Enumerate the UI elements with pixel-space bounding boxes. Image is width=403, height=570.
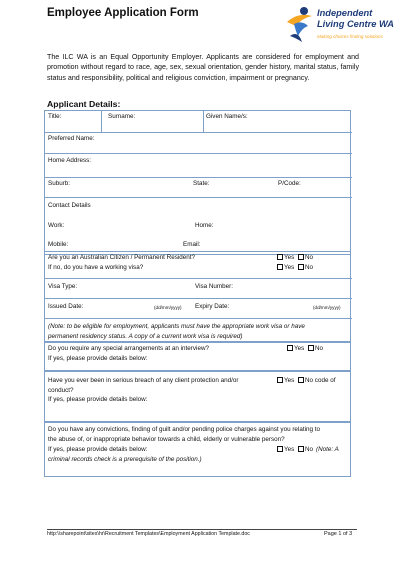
breach-no-option[interactable]: No code of bbox=[298, 377, 335, 384]
visa-yes-option[interactable]: Yes bbox=[277, 264, 294, 271]
surname-label: Surname: bbox=[108, 113, 136, 120]
convictions-yes-checkbox[interactable] bbox=[277, 446, 283, 452]
applicant-details-heading: Applicant Details: bbox=[47, 99, 121, 109]
citizen-question: Are you an Australian Citizen / Permanent Resident? bbox=[48, 254, 196, 261]
issued-date-label: Issued Date: bbox=[48, 303, 84, 310]
email-label: Email: bbox=[183, 241, 201, 248]
visa-note-line2: permanent residency status. A copy of a current work visa is required) bbox=[48, 333, 243, 340]
given-names-label: Given Name/s: bbox=[206, 113, 248, 120]
work-phone-label: Work: bbox=[48, 222, 65, 229]
breach-no-checkbox[interactable] bbox=[298, 377, 304, 383]
title-label: Title: bbox=[48, 113, 62, 120]
logo-tagline: Making choices finding solutions bbox=[317, 34, 383, 39]
special-yes-checkbox[interactable] bbox=[287, 345, 293, 351]
special-no-checkbox[interactable] bbox=[308, 345, 314, 351]
logo-text-line2: Living Centre WA bbox=[317, 19, 394, 29]
convictions-note-start: (Note: A bbox=[316, 446, 339, 453]
breach-details-prompt: If yes, please provide details below: bbox=[48, 396, 148, 403]
convictions-no-checkbox[interactable] bbox=[298, 446, 304, 452]
convictions-note-line: criminal records check is a prerequisite of the position.) bbox=[48, 456, 202, 463]
convictions-details-prompt: If yes, please provide details below: bbox=[48, 446, 148, 453]
issued-date-format: (dd/mm/yyyy) bbox=[154, 305, 182, 310]
contact-details-label: Contact Details bbox=[48, 202, 91, 209]
footer-page-number: Page 1 of 3 bbox=[324, 531, 353, 537]
breach-yes-option[interactable]: Yes bbox=[277, 377, 294, 384]
breach-question-line2: conduct? bbox=[48, 387, 74, 394]
expiry-date-format: (dd/mm/yyyy) bbox=[313, 305, 341, 310]
visa-type-label: Visa Type: bbox=[48, 283, 78, 290]
form-title: Employee Application Form bbox=[47, 7, 199, 19]
citizen-no-checkbox[interactable] bbox=[298, 254, 304, 260]
citizen-yes-option[interactable]: Yes bbox=[277, 254, 294, 261]
special-arrangements-question: Do you require any special arrangements at an interview? bbox=[48, 345, 210, 352]
footer-document-path: http:\\sharepoint\sites\hr\Recruitment Templates\Employment Application Template.doc bbox=[47, 531, 250, 537]
convictions-no-option[interactable]: No bbox=[298, 446, 313, 453]
suburb-label: Suburb: bbox=[48, 180, 71, 187]
equal-opportunity-statement: The ILC WA is an Equal Opportunity Employer. Applicants are considered for employment and promotion without regard to race, age, sex, sexual orientation, gender history, marital status, family status and responsibility, political and religious conviction, impairment or pregnancy. bbox=[47, 53, 359, 82]
breach-question-line1: Have you ever been in serious breach of any client protection and/or bbox=[48, 377, 239, 384]
convictions-yes-option[interactable]: Yes bbox=[277, 446, 294, 453]
state-label: State: bbox=[193, 180, 210, 187]
visa-no-checkbox[interactable] bbox=[298, 264, 304, 270]
home-phone-label: Home: bbox=[195, 222, 214, 229]
logo-text-line1: Independent bbox=[317, 8, 373, 18]
convictions-line2: the abuse of, or inappropriate behavior towards a child, elderly or vulnerable person? bbox=[48, 436, 285, 443]
convictions-line1: Do you have any convictions, finding of guilt and/or pending police charges against you relating to bbox=[48, 426, 320, 433]
footer-divider bbox=[47, 529, 357, 530]
visa-number-label: Visa Number: bbox=[195, 283, 234, 290]
preferred-name-label: Preferred Name: bbox=[48, 135, 95, 142]
visa-yes-checkbox[interactable] bbox=[277, 264, 283, 270]
postcode-label: P/Code: bbox=[278, 180, 301, 187]
special-yes-option[interactable]: Yes bbox=[287, 345, 304, 352]
visa-no-option[interactable]: No bbox=[298, 264, 313, 271]
ilc-logo bbox=[284, 6, 400, 50]
expiry-date-label: Expiry Date: bbox=[195, 303, 230, 310]
visa-note-line1: (Note: to be eligible for employment, applicants must have the appropriate work visa or have bbox=[48, 323, 305, 330]
breach-yes-checkbox[interactable] bbox=[277, 377, 283, 383]
mobile-label: Mobile: bbox=[48, 241, 69, 248]
home-address-label: Home Address: bbox=[48, 157, 92, 164]
special-details-prompt: If yes, please provide details below: bbox=[48, 355, 148, 362]
visa-question: If no, do you have a working visa? bbox=[48, 264, 144, 271]
citizen-no-option[interactable]: No bbox=[298, 254, 313, 261]
ilc-figure-icon bbox=[284, 6, 316, 46]
special-no-option[interactable]: No bbox=[308, 345, 323, 352]
citizen-yes-checkbox[interactable] bbox=[277, 254, 283, 260]
